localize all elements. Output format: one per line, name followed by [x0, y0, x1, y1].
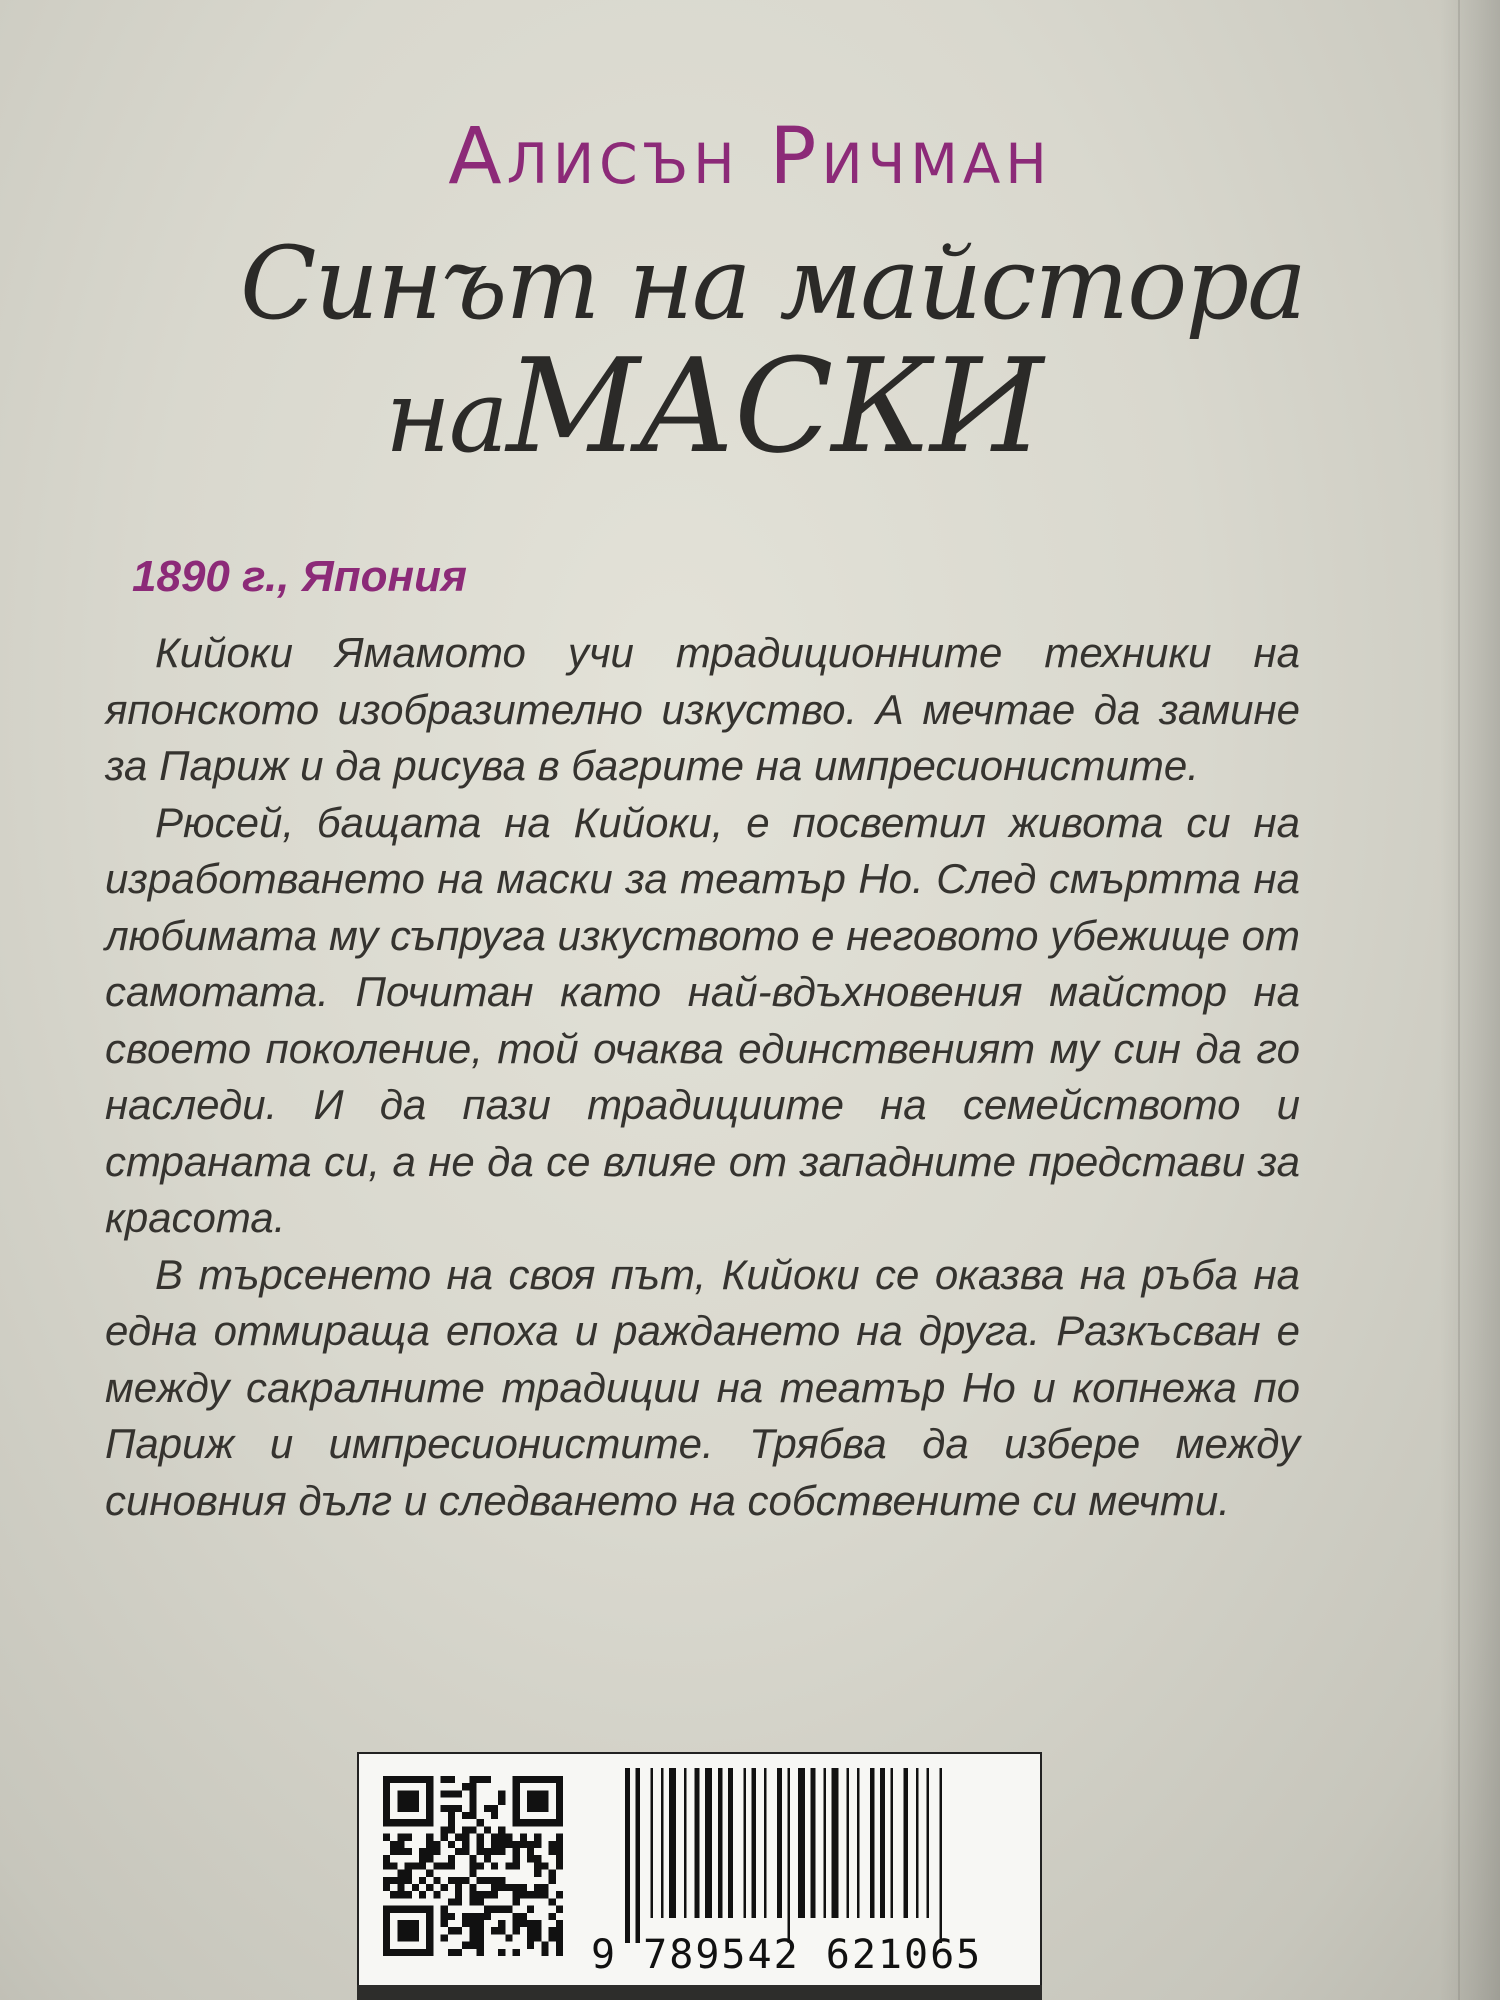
blurb-paragraph: Кийоки Ямамото учи традиционните техники на японското изобразително изкуство. А мечтае да замине за Париж и да рисува в багрите на импресионистите.: [105, 629, 1300, 789]
blurb-paragraph: В търсенето на своя път, Кийоки се оказва на ръба на една отмираща епоха и раждането на друга. Разкъсван е между сакралните традиции на театър Но и копнежа по Париж и импресионистите. Трябва да избере между синовния дълг и следването на собствените си мечти.: [105, 1250, 1300, 1524]
blurb-paragraph: Рюсей, бащата на Кийоки, е посветил живота си на изработването на маски за театър Но. След смъртта на любимата му съпруга изкуството е неговото убежище от самотата. Почитан като най-вдъхновения майстор на своето поколение, той очаква единственият му син да го наследи. И да пази традициите на семейството и страната си, а не да се влияе от западните представи за красота.: [105, 798, 1300, 1241]
book-title-prefix: на: [385, 358, 507, 475]
barcode-icon: [621, 1768, 1016, 1943]
barcode-label: [357, 1752, 1042, 2000]
price-strip: [357, 1985, 1042, 2000]
author-name: Алисън Ричман: [448, 112, 1052, 202]
book-title-line-2: [385, 330, 1085, 482]
isbn-number: 9 789542 621065: [591, 1932, 983, 1978]
book-title-emphasis: МАСКИ: [506, 330, 1042, 482]
setting-date-place: 1890 г., Япония: [132, 552, 467, 601]
blurb-text: [105, 625, 1300, 1529]
book-title-line-1: Синът на майстора: [240, 225, 1305, 342]
cover-edge-shadow: [1440, 0, 1500, 2000]
qr-code-icon: [383, 1776, 563, 1956]
